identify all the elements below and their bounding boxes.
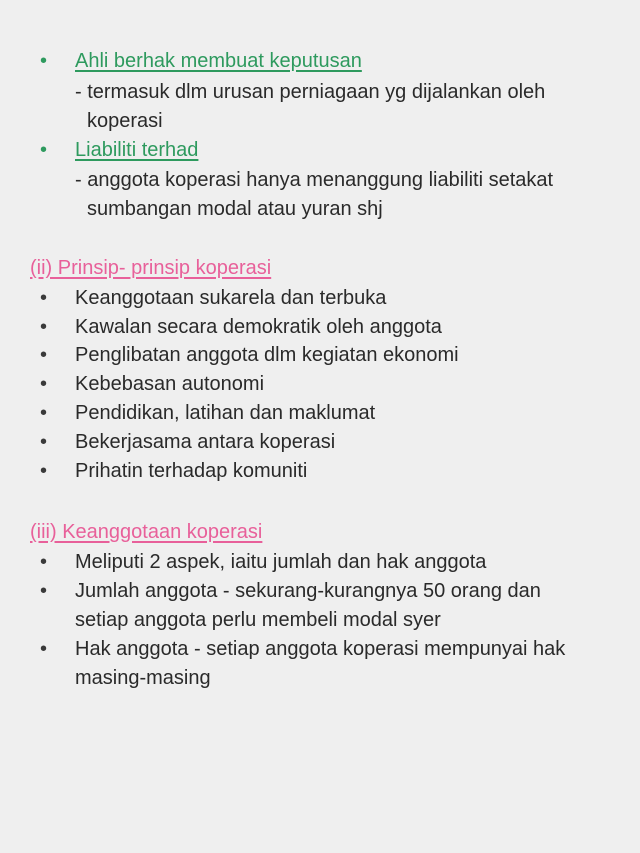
bullet: • (40, 316, 48, 338)
bullet: • (40, 287, 48, 309)
list-item: Kawalan secara demokratik oleh anggota (75, 316, 442, 338)
list-item: Kebebasan autonomi (75, 373, 265, 395)
item-detail-line: koperasi (87, 110, 163, 132)
item-detail-line: - anggota koperasi hanya menanggung liabiliti setakat (75, 169, 554, 191)
list-item: Jumlah anggota - sekurang-kurangnya 50 orang dan (75, 580, 541, 602)
bullet: • (40, 50, 48, 72)
bullet: • (40, 402, 48, 424)
bullet: • (40, 431, 48, 453)
list-item: Hak anggota - setiap anggota koperasi mempunyai hak (75, 638, 566, 660)
list-item: Keanggotaan sukarela dan terbuka (75, 287, 387, 309)
bullet: • (40, 638, 48, 660)
list-item: Prihatin terhadap komuniti (75, 460, 308, 482)
section-heading-keanggotaan: (iii) Keanggotaan koperasi (30, 521, 263, 543)
item-heading-liabiliti-terhad: Liabiliti terhad (75, 139, 199, 161)
item-heading-ahli-berhak: Ahli berhak membuat keputusan (75, 50, 362, 72)
item-detail-line: - termasuk dlm urusan perniagaan yg dijalankan oleh (75, 81, 546, 103)
list-item-continuation: setiap anggota perlu membeli modal syer (75, 609, 441, 631)
bullet: • (40, 460, 48, 482)
bullet: • (40, 551, 48, 573)
bullet: • (40, 373, 48, 395)
list-item: Bekerjasama antara koperasi (75, 431, 336, 453)
list-item: Penglibatan anggota dlm kegiatan ekonomi (75, 344, 459, 366)
bullet: • (40, 344, 48, 366)
list-item-continuation: masing-masing (75, 667, 211, 689)
item-detail-line: sumbangan modal atau yuran shj (87, 198, 383, 220)
list-item: Pendidikan, latihan dan maklumat (75, 402, 376, 424)
bullet: • (40, 139, 48, 161)
bullet: • (40, 580, 48, 602)
list-item: Meliputi 2 aspek, iaitu jumlah dan hak anggota (75, 551, 487, 573)
section-heading-prinsip: (ii) Prinsip- prinsip koperasi (30, 257, 272, 279)
